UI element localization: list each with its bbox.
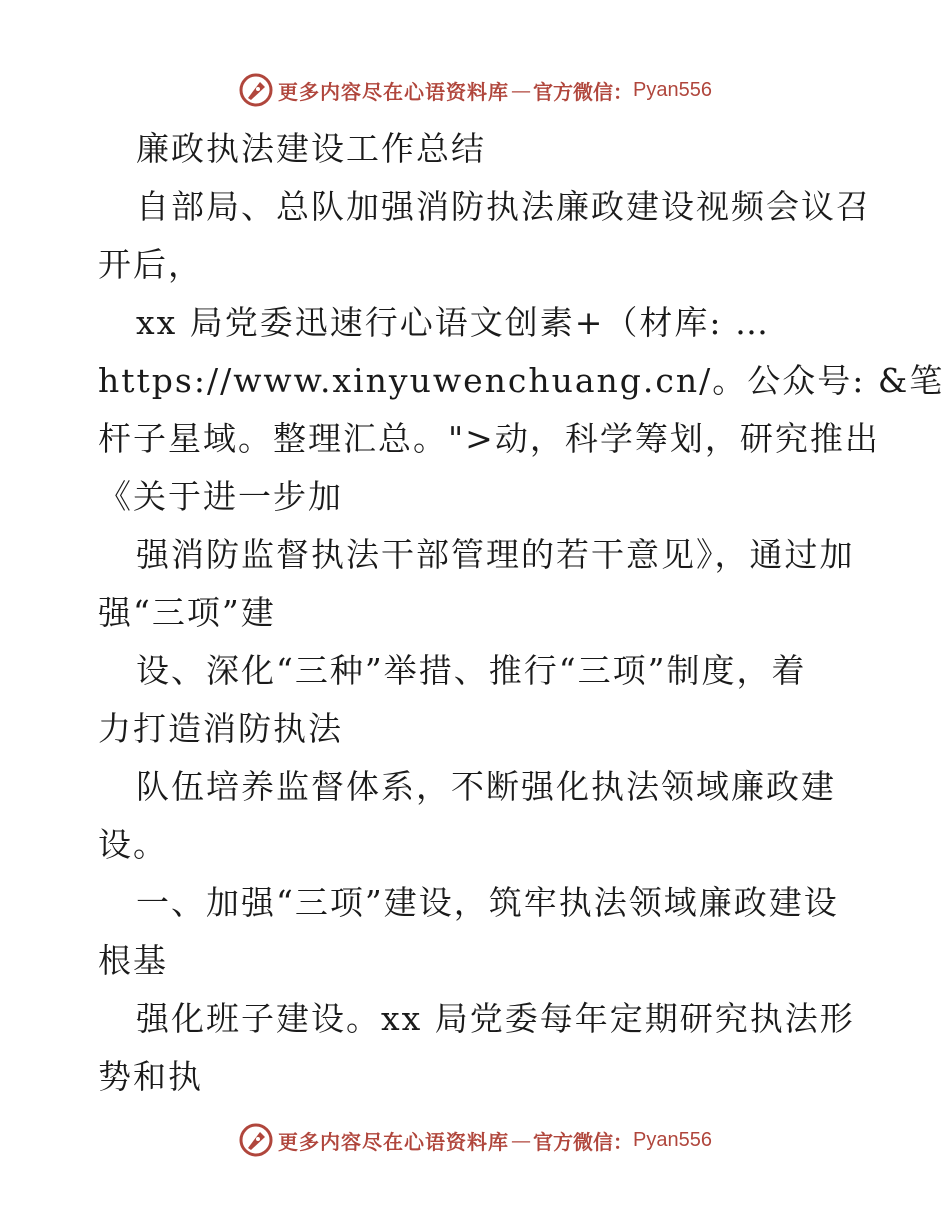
document-line: 根基 xyxy=(98,941,168,980)
document-line: 强消防监督执法干部管理的若干意见》，通过加 xyxy=(136,535,855,574)
document-line: 自部局、总队加强消防执法廉政建设视频会议召 xyxy=(136,187,871,226)
watermark-wechat-label: 官方微信： xyxy=(533,1129,634,1154)
watermark-wechat-id: Pyan556 xyxy=(633,1128,712,1151)
document-line: 廉政执法建设工作总结 xyxy=(136,129,486,168)
document-line: 强“三项”建 xyxy=(98,593,276,632)
document-line: xx 局党委迅速行心语文创素+（材库: … xyxy=(136,303,770,342)
watermark-dash: — xyxy=(511,1128,532,1152)
document-line: 一、加强“三项”建设，筑牢执法领域廉政建设 xyxy=(136,883,839,922)
document-line: https://www.xinyuwenchuang.cn/。公众号: &笔 xyxy=(98,361,945,400)
watermark-wechat-id: Pyan556 xyxy=(633,78,712,101)
pen-nib-logo-icon xyxy=(238,1122,274,1158)
document-line: 开后， xyxy=(98,245,203,284)
document-line: 势和执 xyxy=(98,1057,203,1096)
watermark-header xyxy=(0,70,950,110)
document-line: 《关于进一步加 xyxy=(98,477,343,516)
pen-nib-logo-icon xyxy=(238,72,274,108)
watermark-text: 更多内容尽在心语资料库 xyxy=(278,1129,510,1154)
document-line: 杆子星域。整理汇总。">动，科学筹划，研究推出 xyxy=(98,419,880,458)
document-line: 强化班子建设。xx 局党委每年定期研究执法形 xyxy=(136,999,855,1038)
watermark-text: 更多内容尽在心语资料库 xyxy=(278,79,510,104)
watermark-footer xyxy=(0,1120,950,1160)
watermark-dash: — xyxy=(511,78,532,102)
document-line: 队伍培养监督体系，不断强化执法领域廉政建 xyxy=(136,767,836,806)
watermark-wechat-label: 官方微信： xyxy=(533,79,634,104)
document-body xyxy=(98,120,945,1106)
document-line: 设。 xyxy=(98,825,168,864)
document-line: 力打造消防执法 xyxy=(98,709,343,748)
document-line: 设、深化“三种”举措、推行“三项”制度，着 xyxy=(136,651,807,690)
